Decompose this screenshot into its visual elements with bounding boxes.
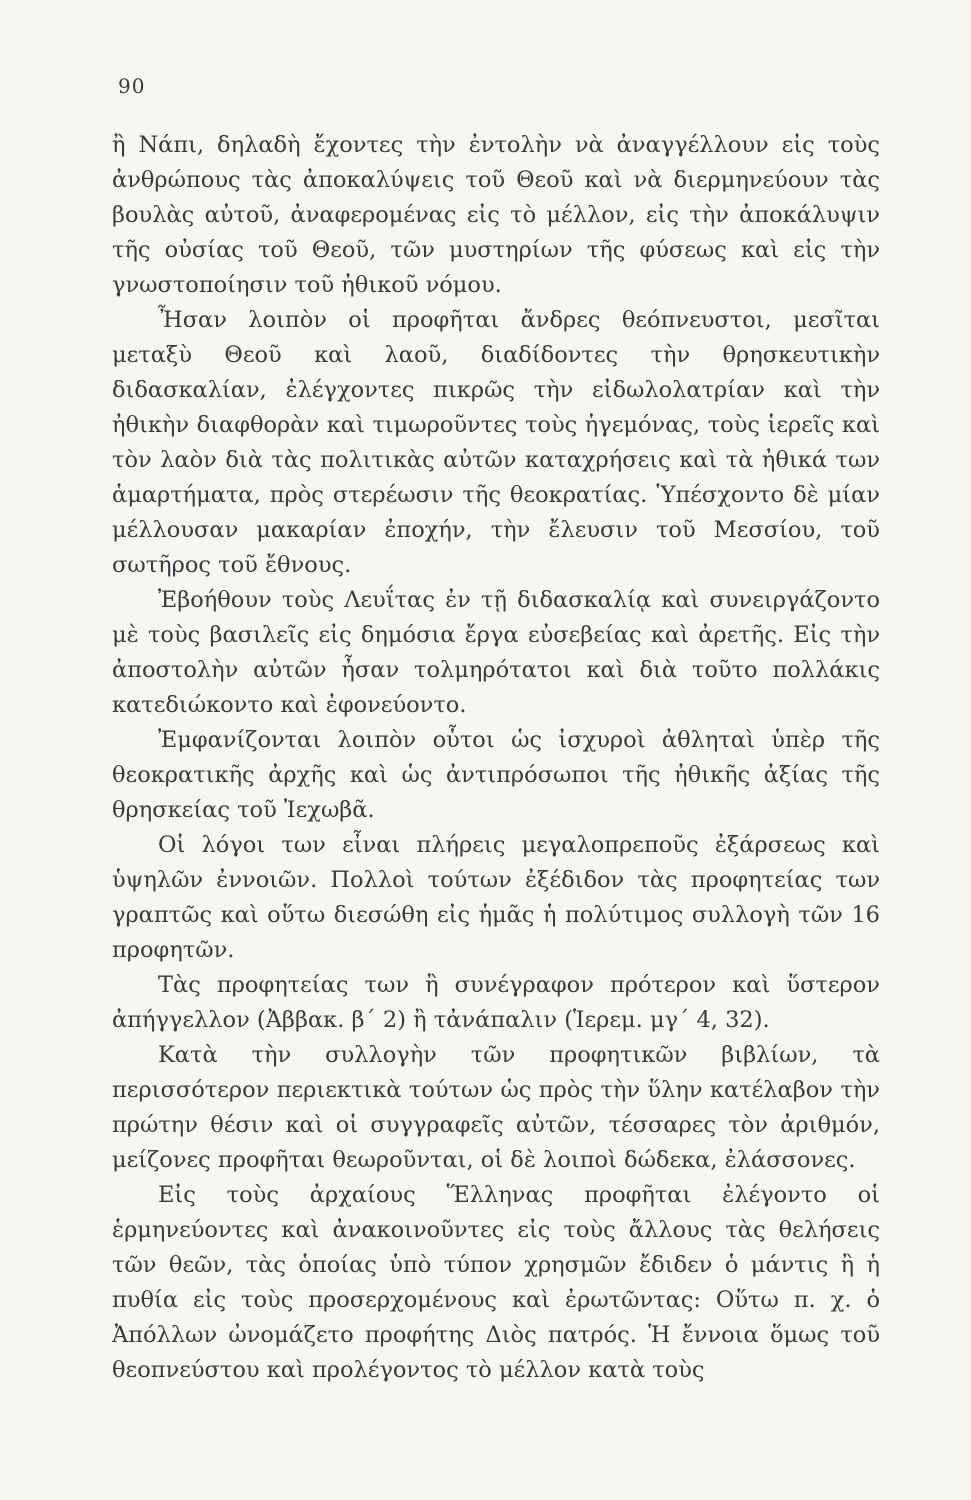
paragraph-3: Ἐβοήθουν τοὺς Λευΐτας ἐν τῇ διδασκαλίᾳ καὶ συνειργάζοντο μὲ τοὺς βασιλεῖς εἰς δημόσια ἔργα εὐσεβείας καὶ ἀρετῆς. Εἰς τὴν ἀποστολὴν αὐτῶν ἦσαν τολμηρότατοι καὶ διὰ τοῦτο πολλάκις κατεδιώκοντο καὶ ἐφονεύοντο. <box>112 587 880 718</box>
paragraph-2: Ἦσαν λοιπὸν οἱ προφῆται ἄνδρες θεόπνευστοι, μεσῖται μεταξὺ Θεοῦ καὶ λαοῦ, διαδίδοντες τὴν θρησκευτικὴν διδασκαλίαν, ἐλέγχοντες πικρῶς τὴν εἰδωλολατρίαν καὶ τὴν ἠθικὴν διαφθορὰν καὶ τιμωροῦντες τοὺς ἡγεμόνας, τοὺς ἱερεῖς καὶ τὸν λαὸν διὰ τὰς πολιτικὰς αὐτῶν καταχρήσεις καὶ τὰ ἠθικά των ἁμαρτήματα, πρὸς στερέωσιν τῆς θεοκρατίας. Ὑπέσχοντο δὲ μίαν μέλλουσαν μακαρίαν ἐποχήν, τὴν ἔλευσιν τοῦ Μεσσίου, τοῦ σωτῆρος τοῦ ἔθνους. <box>112 307 880 578</box>
paragraph-1: ἢ Νάπι, δηλαδὴ ἔχοντες τὴν ἐντολὴν νὰ ἀναγγέλλουν εἰς τοὺς ἀνθρώπους τὰς ἀποκαλύψεις τοῦ Θεοῦ καὶ νὰ διερμηνεύουν τὰς βουλὰς αὐτοῦ, ἀναφερομένας εἰς τὸ μέλλον, εἰς τὴν ἀποκάλυψιν τῆς οὐσίας τοῦ Θεοῦ, τῶν μυστηρίων τῆς φύσεως καὶ εἰς τὴν γνωστοποίησιν τοῦ ἠθικοῦ νόμου. <box>112 132 880 298</box>
paragraph-6: Τὰς προφητείας των ἢ συνέγραφον πρότερον καὶ ὕστερον ἀπήγγελλον (Ἀββακ. β΄ 2) ἢ τἀνάπαλιν (Ἱερεμ. μγ΄ 4, 32). <box>112 972 880 1033</box>
paragraph-7: Κατὰ τὴν συλλογὴν τῶν προφητικῶν βιβλίων, τὰ περισσότερον περιεκτικὰ τούτων ὡς πρὸς τὴν ὕλην κατέλαβον τὴν πρώτην θέσιν καὶ οἱ συγγραφεῖς αὐτῶν, τέσσαρες τὸν ἀριθμόν, μείζονες προφῆται θεωροῦνται, οἱ δὲ λοιποὶ δώδεκα, ἐλάσσονες. <box>112 1042 880 1173</box>
page-number: 90 <box>118 74 146 98</box>
body-text <box>112 128 880 1388</box>
paragraph-8: Εἰς τοὺς ἀρχαίους Ἕλληνας προφῆται ἐλέγοντο οἱ ἑρμηνεύοντες καὶ ἀνακοινοῦντες εἰς τοὺς ἄλλους τὰς θελήσεις τῶν θεῶν, τὰς ὁποίας ὑπὸ τύπον χρησμῶν ἔδιδεν ὁ μάντις ἢ ἡ πυθία εἰς τοὺς προσερχομένους καὶ ἐρωτῶντας: Οὕτω π. χ. ὁ Ἀπόλλων ὠνομάζετο προφήτης Διὸς πατρός. Ἡ ἔννοια ὅμως τοῦ θεοπνεύστου καὶ προλέγοντος τὸ μέλλον κατὰ τοὺς <box>112 1182 880 1383</box>
paragraph-5: Οἱ λόγοι των εἶναι πλήρεις μεγαλοπρεποῦς ἐξάρσεως καὶ ὑψηλῶν ἐννοιῶν. Πολλοὶ τούτων ἐξέδιδον τὰς προφητείας των γραπτῶς καὶ οὕτω διεσώθη εἰς ἡμᾶς ἡ πολύτιμος συλλογὴ τῶν 16 προφητῶν. <box>112 832 880 963</box>
paragraph-4: Ἐμφανίζονται λοιπὸν οὗτοι ὡς ἰσχυροὶ ἀθληταὶ ὑπὲρ τῆς θεοκρατικῆς ἀρχῆς καὶ ὡς ἀντιπρόσωποι τῆς ἠθικῆς ἀξίας τῆς θρησκείας τοῦ Ἰεχωβᾶ. <box>112 727 880 823</box>
